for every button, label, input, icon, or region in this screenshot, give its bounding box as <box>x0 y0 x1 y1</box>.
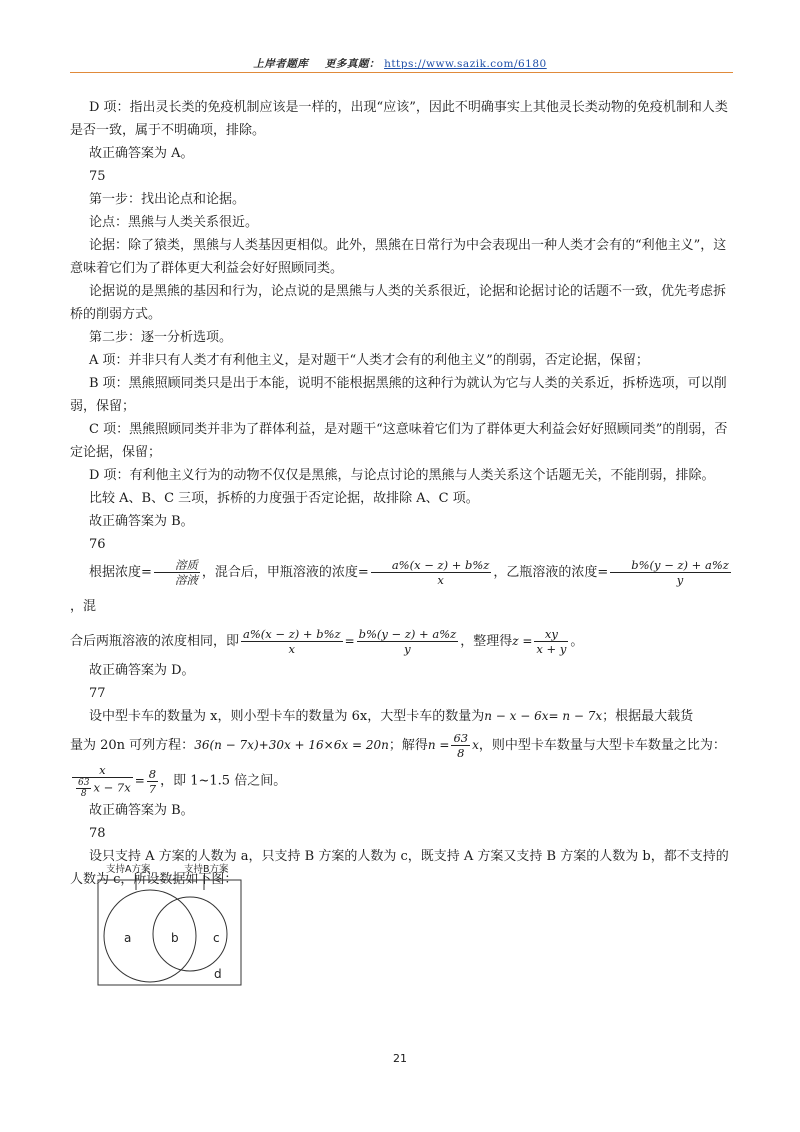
result-fraction <box>534 627 568 656</box>
q77-line-1 <box>70 705 733 728</box>
yi-fraction <box>610 558 731 587</box>
fraction-numerator: 溶质 <box>154 558 200 573</box>
page-header <box>0 56 800 71</box>
fraction-denominator: 8 <box>457 746 465 760</box>
q77-line-2 <box>70 728 733 763</box>
n-fraction <box>451 731 470 760</box>
fraction-denominator: x <box>437 573 444 587</box>
question-number: 75 <box>89 169 106 184</box>
fraction-denominator: x <box>288 642 296 656</box>
math-expression: n − x − 6x= n − 7x <box>484 709 603 723</box>
jia-fraction-repeat <box>241 627 343 656</box>
q77-text: ；解得 <box>388 738 428 753</box>
fraction-numerator: x <box>72 763 133 778</box>
q77-text: ；根据最大载货 <box>602 709 694 724</box>
fraction-denominator: y <box>404 642 411 656</box>
header-divider <box>70 72 733 73</box>
q76-text: 。 <box>570 634 584 649</box>
option-a: A 项：并非只有人类才有利他主义，是对题干“人类才会有的利他主义”的削弱，否定论据，保留； <box>89 353 649 368</box>
q76-text: ，整理得 <box>460 634 513 649</box>
jia-fraction <box>371 558 492 587</box>
fraction-numerator: b%(y − z) + a%z <box>358 627 457 641</box>
step-two: 第二步：逐一分析选项。 <box>89 330 233 345</box>
q76-text: ，混合后，甲瓶溶液的浓度= <box>201 565 369 580</box>
option-c: C 项：黑熊照顾同类并非为了群体利益，是对题干“这意味着它们为了群体更大利益会好好照顾同类”的削弱，否定论据，保留； <box>70 422 728 460</box>
q76-text: 合后两瓶溶液的浓度相同，即 <box>70 634 240 649</box>
analysis: 论据说的是黑熊的基因和行为，论点说的是黑熊与人类的关系很近，论据和论据讨论的话题不一致，优先考虑拆桥的削弱方式。 <box>70 284 727 322</box>
fraction-denominator: 7 <box>148 781 157 796</box>
q77-line-3 <box>70 763 733 799</box>
fraction-denominator: y <box>676 573 684 587</box>
option-b: B 项：黑熊照顾同类只是出于本能，说明不能根据黑熊的这种行为就认为它与人类的关系近，拆桥选项，可以削弱，保留； <box>70 376 727 414</box>
inner-fraction <box>76 778 91 799</box>
fraction-denominator: 8 <box>80 789 87 799</box>
fraction-denominator <box>72 778 133 799</box>
fraction-numerator: a%(x − z) + b%z <box>243 627 341 641</box>
q76-formula-line-1 <box>70 556 733 624</box>
thesis: 论点：黑熊与人类关系很近。 <box>89 215 259 230</box>
page-number: 21 <box>393 1052 407 1065</box>
header-brand: 上岸者题库 <box>253 58 309 70</box>
fraction-numerator: xy <box>534 627 568 642</box>
venn-region-d: d <box>214 967 222 981</box>
question-number: 76 <box>89 537 106 552</box>
venn-label-b: 支持B方案 <box>184 864 229 875</box>
fraction-numerator: a%(x − z) + b%z <box>371 558 492 573</box>
answer-line: 故正确答案为 D。 <box>89 663 195 678</box>
equals-sign: = <box>344 634 355 648</box>
math-expression: n = <box>427 738 450 752</box>
question-number: 77 <box>89 686 106 701</box>
math-expression: z = <box>512 634 533 648</box>
fraction-denominator: 溶液 <box>174 573 198 587</box>
q78-text: 设只支持 A 方案的人数为 a，只支持 B 方案的人数为 c，既支持 A 方案又支持 B 方案的人数为 b，都不支持的人数为 c，所设数据如下图： <box>70 849 729 887</box>
fraction-numerator: b%(y − z) + a%z <box>610 558 731 573</box>
venn-region-c: c <box>213 931 220 945</box>
answer-line: 故正确答案为 B。 <box>89 803 194 818</box>
fraction-numerator: 63 <box>453 731 469 745</box>
evidence: 论据：除了猿类，黑熊与人类基因更相似。此外，黑熊在日常行为中会表现出一种人类才会有的“利他主义”，这意味着它们为了群体更大利益会好好照顾同类。 <box>70 238 727 276</box>
fraction-numerator: 8 <box>148 766 157 781</box>
venn-region-a: a <box>124 931 132 945</box>
q77-text: ，则中型卡车数量与大型卡车数量之比为： <box>478 738 726 753</box>
paragraph-d-item: D 项：指出灵长类的免疫机制应该是一样的，出现“应该”，因此不明确事实上其他灵长类动物的免疫机制和人类是否一致，属于不明确项，排除。 <box>70 100 728 138</box>
yi-fraction-repeat <box>357 627 459 656</box>
option-d: D 项：有利他主义行为的动物不仅仅是黑熊，与论点讨论的黑熊与人类关系这个话题无关，不能削弱，排除。 <box>89 468 715 483</box>
venn-region-b: b <box>171 931 179 945</box>
answer-line: 故正确答案为 B。 <box>89 514 194 529</box>
q76-formula-line-2 <box>70 624 733 659</box>
venn-diagram <box>92 862 252 992</box>
question-number: 78 <box>89 826 106 841</box>
comparison: 比较 A、B、C 三项，拆桥的力度强于否定论据，故排除 A、C 项。 <box>89 491 479 506</box>
answer-line: 故正确答案为 A。 <box>89 146 194 161</box>
header-source-label: 更多真题： <box>324 58 380 70</box>
math-expression: x − 7x <box>93 780 131 795</box>
q77-text: 量为 20n 可列方程： <box>70 738 195 753</box>
q76-text: ，乙瓶溶液的浓度= <box>493 565 609 580</box>
ratio-result-fraction <box>147 767 158 796</box>
page-body <box>70 96 733 891</box>
math-expression: x <box>472 738 479 752</box>
venn-circle-a <box>104 890 196 982</box>
equals-sign: = <box>134 773 145 788</box>
step-one: 第一步：找出论点和论据。 <box>89 192 246 207</box>
fraction-denominator: x + y <box>536 642 567 656</box>
math-expression: 36(n − 7x)+30x + 16×6x = 20n <box>194 738 389 752</box>
q77-text: ，即 1~1.5 倍之间。 <box>160 773 287 789</box>
ratio-fraction <box>72 763 133 799</box>
q77-text: 设中型卡车的数量为 x，则小型卡车的数量为 6x，大型卡车的数量为 <box>89 709 485 724</box>
fraction-numerator: 63 <box>78 778 90 788</box>
header-link[interactable]: https://www.sazik.com/6180 <box>384 58 547 70</box>
venn-label-a: 支持A方案 <box>106 864 151 875</box>
q76-text: 根据浓度= <box>89 565 152 580</box>
q76-text: ，混 <box>70 599 97 614</box>
concentration-fraction <box>154 558 200 587</box>
